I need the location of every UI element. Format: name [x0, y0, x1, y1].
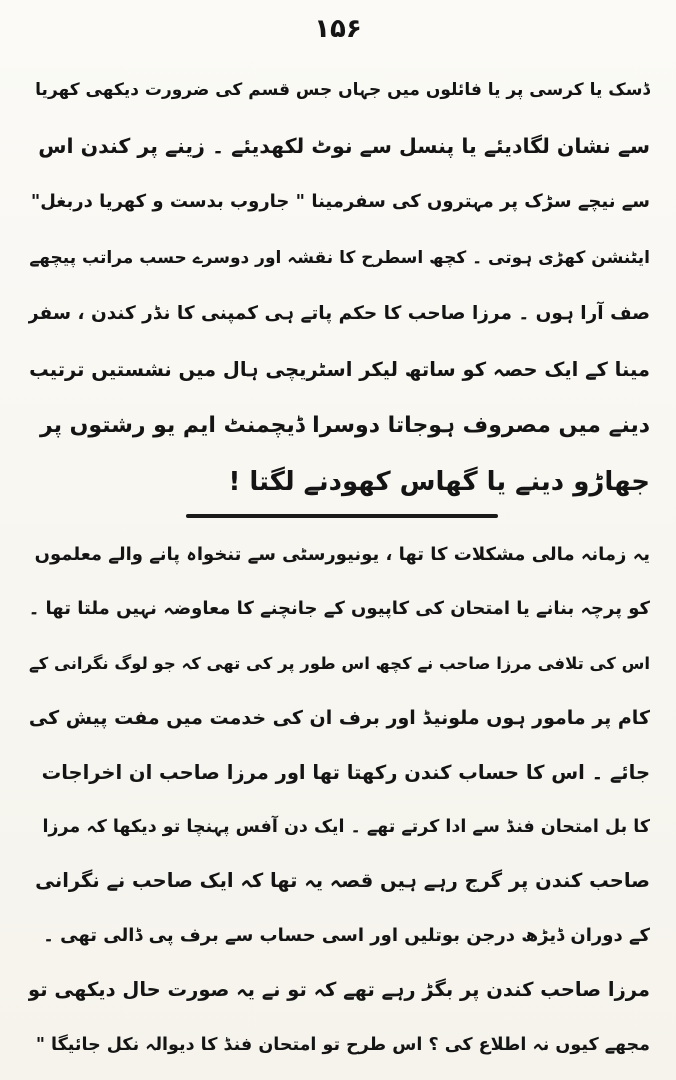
text-line: جائے ۔ اس کا حساب کندن رکھتا تھا اور مرزا صاحب ان اخراجات: [41, 760, 650, 784]
text-line: اس کی تلافی مرزا صاحب نے کچھ اس طور پر کی تھی کہ جو لوگ نگرانی کے: [29, 653, 650, 673]
text-line: مرزا صاحب کندن پر بگڑ رہے تھے کہ تو نے یہ صورت حال دیکھی تو: [28, 978, 650, 1002]
section-divider: [186, 514, 498, 518]
paragraph-1: [28, 62, 650, 510]
text-line: جھاڑو دینے یا گھاس کھودنے لگتا !: [228, 467, 650, 497]
text-line: مینا کے ایک حصہ کو ساتھ لیکر اسٹریچی ہال میں نشستیں ترتیب: [29, 358, 650, 381]
text-line: ایٹنشن کھڑی ہوتی ۔ کچھ اسطرح کا نقشہ اور دوسرے حسب مراتب پیچھے: [29, 248, 650, 268]
text-line: کے دوران ڈیڑھ درجن بوتلیں اور اسی حساب سے برف پی ڈالی تھی ۔: [43, 924, 650, 946]
page-number: ۱۵۶: [314, 14, 362, 44]
text-line: سے نیچے سڑک پر مہتروں کی سفرمینا " جاروب بدست و کھریا دربغل": [30, 191, 650, 212]
text-line: صف آرا ہوں ۔ مرزا صاحب کا حکم پاتے ہی کمپنی کا نڈر کندن ، سفر: [28, 303, 650, 324]
text-line: صاحب کندن پر گرج رہے ہیں قصہ یہ تھا کہ ایک صاحب نے نگرانی: [35, 869, 650, 893]
paragraph-2: [28, 528, 650, 1072]
text-line: کا بل امتحان فنڈ سے ادا کرتے تھے ۔ ایک دن آفس پہنچا تو دیکھا کہ مرزا: [42, 816, 650, 837]
text-line: دینے میں مصروف ہوجاتا دوسرا ڈیچمنٹ ایم یو رشتوں پر: [40, 413, 650, 438]
text-line: یہ زمانہ مالی مشکلات کا تھا ، یونیورسٹی سے تنخواہ پانے والے معلموں: [34, 544, 650, 565]
text-line: سے نشان لگادیئے یا پنسل سے نوٹ لکھدیئے ۔ زینے پر کندن اس: [38, 134, 650, 158]
text-line: کو پرچہ بنانے یا امتحان کی کاپیوں کے جانچنے کا معاوضہ نہیں ملتا تھا ۔: [28, 598, 650, 620]
text-line: کام پر مامور ہوں ملونیڈ اور برف ان کی خدمت میں مفت پیش کی: [28, 707, 650, 730]
text-line: ڈسک یا کرسی پر یا فائلوں میں جہاں جس قسم کی ضرورت دیکھی کھریا: [35, 80, 650, 100]
text-line: مجھے کیوں نہ اطلاع کی ؟ اس طرح تو امتحان فنڈ کا دیوالہ نکل جائیگا ": [35, 1034, 650, 1055]
